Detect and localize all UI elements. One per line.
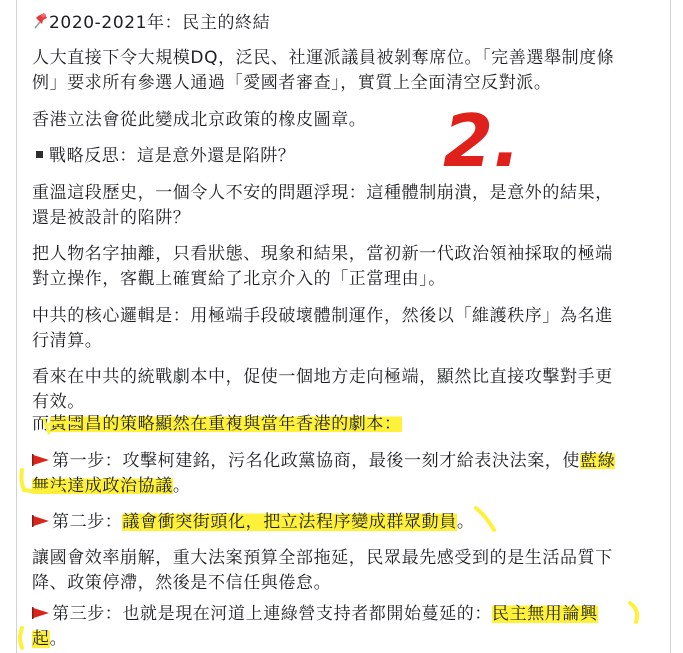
section-title [32, 11, 652, 36]
paragraph-6-line-1: 中共的核心邏輯是：用極端手段破壞體制運作，然後以「維護秩序」為名進 [32, 306, 613, 326]
paragraph-1-line-1: 人大直接下令大規模DQ，泛民、社運派議員被剝奪席位。「完善選舉制度條 [32, 48, 615, 68]
highlighted-text: 無法達成政治協議 [32, 476, 173, 496]
paragraph-9-line-1 [32, 449, 652, 474]
handwritten-number-annotation [443, 108, 553, 178]
paragraph-4-line-1: 重溫這段歷史，一個令人不安的問題浮現：這種體制崩潰，是意外的結果， [32, 183, 613, 203]
step-3-end: 。 [49, 629, 68, 649]
paragraph-12-line-1 [32, 602, 652, 627]
highlighted-text: 議會衝突街頭化，把立法程序變成群眾動員 [122, 512, 457, 532]
paragraph-11-line-1: 讓國會效率崩解，重大法案預算全部拖延，民眾最先感受到的是生活品質下 [32, 548, 613, 568]
step-2-end: 。 [456, 512, 475, 532]
paragraph-12-line-2 [32, 627, 652, 652]
heading-text: 戰略反思：這是意外還是陷阱？ [49, 146, 296, 166]
paragraph-8 [32, 412, 652, 437]
p8-prefix: 而 [32, 414, 50, 434]
highlighted-text: 起 [32, 629, 50, 649]
red-triangle-flag-icon [32, 607, 50, 619]
paragraph-5-line-1: 把人物名字抽離，只看狀態、現象和結果，當初新一代政治領袖採取的極端 [32, 244, 613, 264]
left-border [16, 0, 17, 653]
paragraph-1-line-2: 例」要求所有參選人通過「愛國者審查」，實質上全面清空反對派。 [32, 73, 552, 93]
step-1-text: 第一步：攻擊柯建銘，污名化政黨協商，最後一刻才給表決法案，使 [52, 451, 580, 471]
paragraph-3-heading [32, 144, 652, 169]
red-triangle-flag-icon [32, 454, 50, 466]
paragraph-10 [32, 510, 652, 535]
step-3-text: 第三步：也就是現在河道上連綠營支持者都開始蔓延的： [52, 604, 492, 624]
annotation-number: 2. [443, 108, 521, 178]
paragraph-9-line-2 [32, 474, 652, 499]
paragraph-4-line-2: 還是被設計的陷阱？ [32, 208, 191, 228]
step-2-label: 第二步： [52, 512, 123, 532]
paragraph-6-line-2: 行清算。 [32, 331, 103, 351]
paragraph-5-line-2: 對立操作，客觀上確實給了北京介入的「正當理由」。 [32, 269, 446, 289]
red-triangle-flag-icon [32, 515, 50, 527]
highlighted-text: 黃國昌的策略顯然在重複與當年香港的劇本： [49, 414, 402, 434]
highlighted-text: 藍綠 [580, 451, 616, 471]
section-title-text: 2020-2021年：民主的終結 [49, 13, 271, 33]
paragraph-2: 香港立法會從此變成北京政策的橡皮圖章。 [32, 110, 367, 130]
paragraph-7-line-2: 有效。 [32, 392, 85, 412]
paragraph-7-line-1: 看來在中共的統戰劇本中，促使一個地方走向極端，顯然比直接攻擊對手更 [32, 367, 613, 387]
step-1-end: 。 [172, 476, 191, 496]
highlighted-text: 民主無用論興 [492, 604, 598, 624]
black-square-icon [36, 151, 43, 158]
paragraph-11-line-2: 降、政策停滯，然後是不信任與倦怠。 [32, 573, 332, 593]
right-border [670, 0, 671, 653]
pushpin-icon [32, 12, 48, 30]
